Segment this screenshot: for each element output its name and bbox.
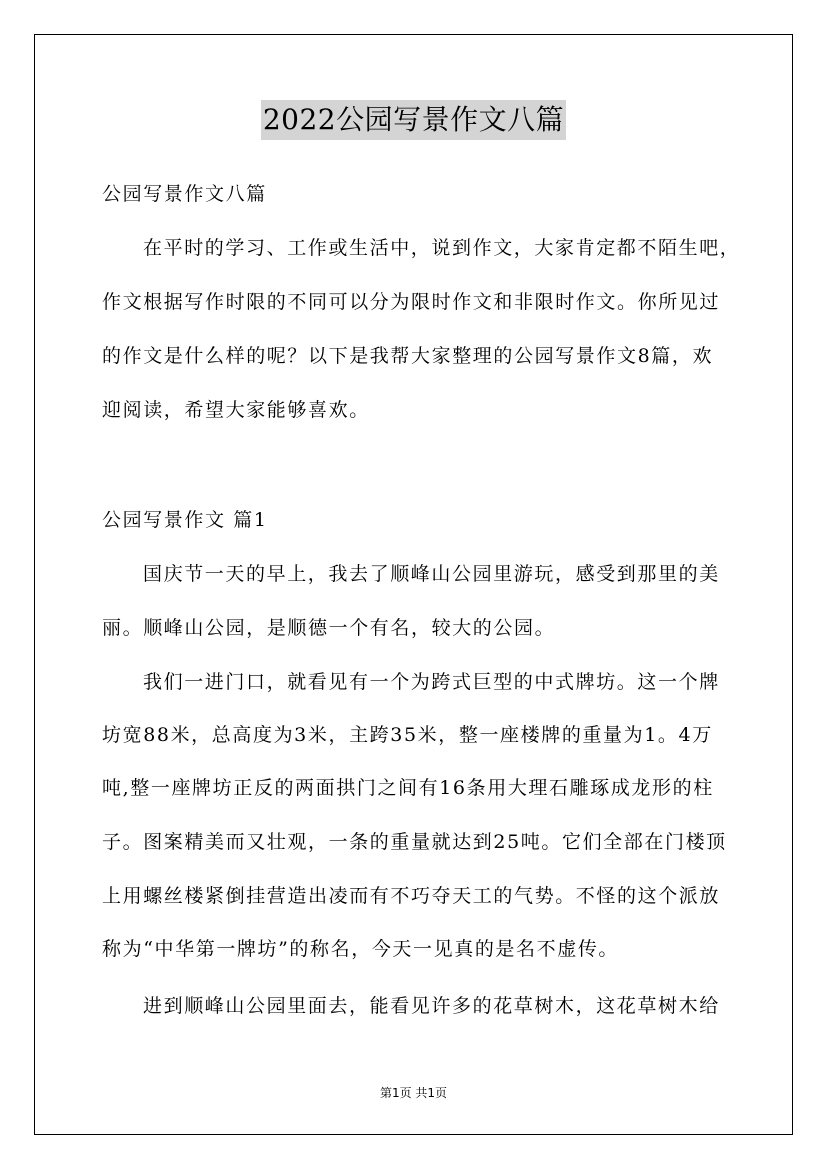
paragraph-line: 子。图案精美而又壮观，一条的重量就达到25吨。它们全部在门楼顶	[102, 831, 727, 853]
subtitle: 公园写景作文八篇	[102, 183, 267, 205]
paragraph-line: 吨,整一座牌坊正反的两面拱门之间有16条用大理石雕琢成龙形的柱	[102, 777, 714, 799]
page-number: 第1页 共1页	[379, 1086, 448, 1100]
intro-line: 迎阅读，希望大家能够喜欢。	[102, 399, 370, 421]
section-heading: 公园写景作文 篇1	[102, 509, 268, 531]
paragraph-line: 丽。顺峰山公园，是顺德一个有名，较大的公园。	[102, 617, 556, 639]
document-title: 2022公园写景作文八篇	[261, 100, 566, 140]
intro-line: 在平时的学习、工作或生活中，说到作文，大家肯定都不陌生吧，	[143, 237, 741, 259]
paragraph-line: 我们一进门口，就看见有一个为跨式巨型的中式牌坊。这一个牌	[143, 671, 720, 693]
intro-line: 的作文是什么样的呢？以下是我帮大家整理的公园写景作文8篇，欢	[102, 345, 714, 367]
paragraph-line: 坊宽88米，总高度为3米，主跨35米，整一座楼牌的重量为1。4万	[102, 724, 713, 746]
title-container	[0, 100, 827, 140]
paragraph-line: 国庆节一天的早上，我去了顺峰山公园里游玩，感受到那里的美	[143, 563, 720, 585]
paragraph-line: 进到顺峰山公园里面去，能看见许多的花草树木，这花草树木给	[143, 995, 720, 1017]
paragraph-line: 上用螺丝楼紧倒挂营造出凌而有不巧夺天工的气势。不怪的这个派放	[102, 885, 721, 907]
intro-line: 作文根据写作时限的不同可以分为限时作文和非限时作文。你所见过	[102, 291, 721, 313]
paragraph-line: 称为“中华第一牌坊”的称名，今天一见真的是名不虚传。	[102, 938, 620, 960]
